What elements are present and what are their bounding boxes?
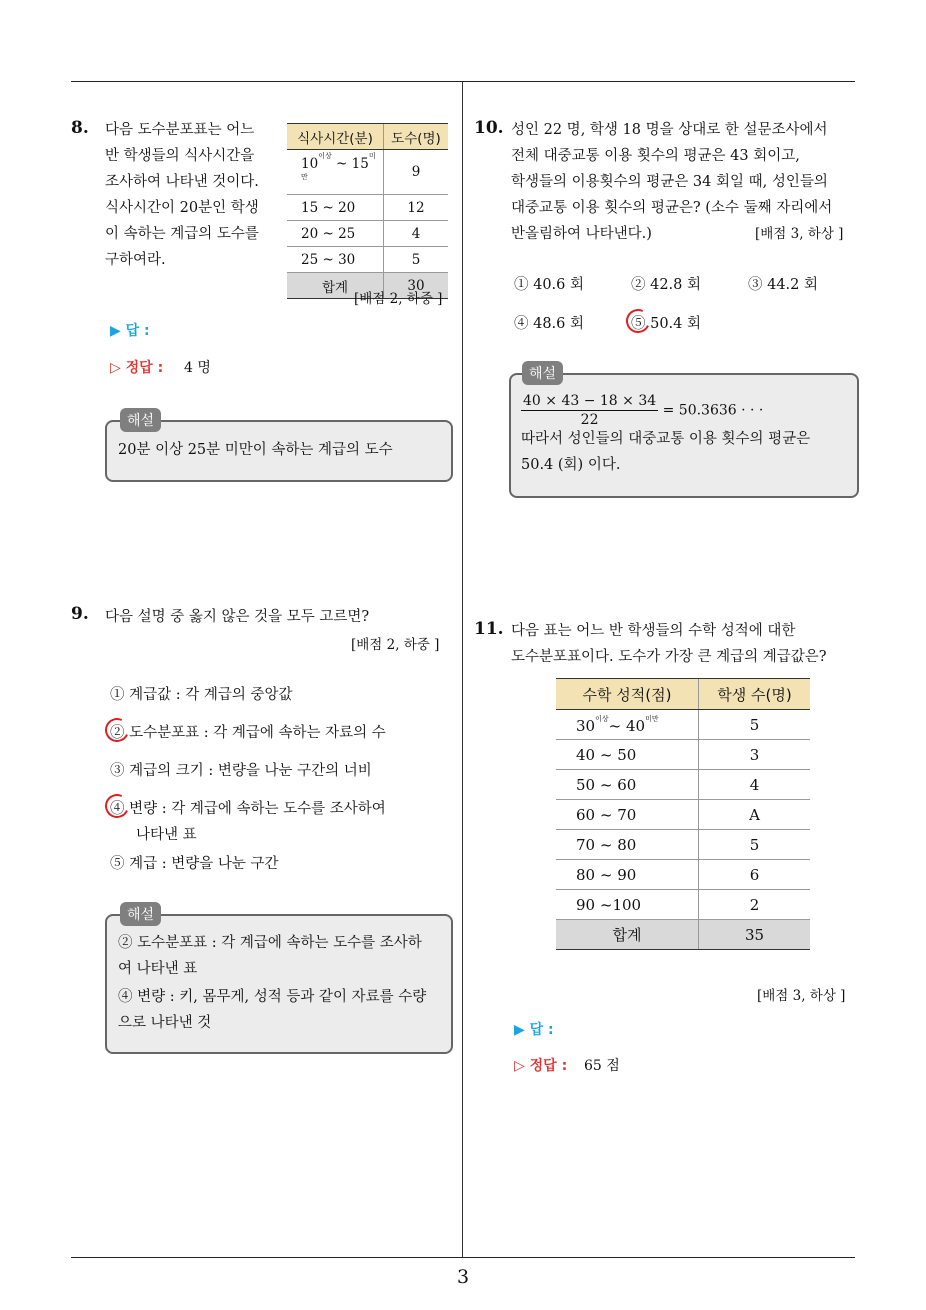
- explanation-text: ② 도수분포표 : 각 계급에 속하는 도수를 조사하: [118, 935, 422, 951]
- choice-5: ⑤ 50.4 회: [631, 316, 702, 332]
- choice-1: ① 40.6 회: [514, 277, 585, 293]
- frequency-table: [556, 678, 810, 950]
- choice-2: ② 42.8 회: [631, 277, 702, 293]
- explanation-tab: 해설: [522, 361, 563, 385]
- table-row: 15 ~ 20 12: [287, 195, 448, 221]
- table-header: 학생 수(명): [699, 679, 811, 710]
- explanation-tab: 해설: [120, 902, 161, 926]
- table-total-row: 합계 35: [556, 920, 810, 950]
- correct-value: 4 명: [184, 360, 211, 376]
- fraction-numerator: 40 × 43 − 18 × 34: [523, 393, 657, 409]
- table-row: 90 ~100 2: [556, 890, 810, 920]
- table-total-row: 합계 30: [287, 273, 448, 299]
- table-row: 20 ~ 25 4: [287, 221, 448, 247]
- explanation-text: ④ 변량 : 키, 몸무게, 성적 등과 같이 자료를 수량: [118, 989, 427, 1005]
- question-text: 반 학생들의 식사시간을: [105, 148, 255, 164]
- table-row: 70 ~ 80 5: [556, 830, 810, 860]
- explanation-text: 으로 나타낸 것: [118, 1015, 212, 1031]
- question-text: 다음 도수분포표는 어느: [105, 122, 255, 138]
- choice-3: ③ 44.2 회: [748, 277, 819, 293]
- page-number: 3: [456, 1266, 470, 1288]
- question-text: 조사하여 나타낸 것이다.: [105, 174, 259, 190]
- fraction-denominator: 22: [580, 412, 599, 428]
- question-text: 학생들의 이용횟수의 평균은 34 회일 때, 성인들의: [511, 174, 828, 190]
- option-2: ② 도수분포표 : 각 계급에 속하는 자료의 수: [110, 725, 386, 741]
- question-text: 성인 22 명, 학생 18 명을 상대로 한 설문조사에서: [511, 122, 828, 138]
- option-4: ④ 변량 : 각 계급에 속하는 도수를 조사하여: [110, 801, 386, 817]
- explanation-text: 여 나타낸 표: [118, 961, 198, 977]
- option-5: ⑤ 계급 : 변량을 나눈 구간: [110, 856, 279, 872]
- option-3: ③ 계급의 크기 : 변량을 나눈 구간의 너비: [110, 763, 372, 779]
- score-meta: [배점 3, 하상 ]: [755, 226, 844, 242]
- question-text: 다음 설명 중 옳지 않은 것을 모두 고르면?: [105, 609, 370, 625]
- question-text: 식사시간이 20분인 학생: [105, 200, 259, 216]
- fraction: [521, 392, 658, 429]
- choice-4: ④ 48.6 회: [514, 316, 585, 332]
- score-meta: [배점 3, 하상 ]: [757, 988, 846, 1004]
- answer-label: ▶ 답 :: [514, 1022, 554, 1038]
- question-number: 8.: [71, 118, 89, 138]
- table-row: 25 ~ 30 5: [287, 247, 448, 273]
- question-number: 9.: [71, 604, 89, 624]
- explanation-text: 50.4 (회) 이다.: [521, 457, 621, 473]
- question-number: 11.: [474, 619, 504, 639]
- table-row: 50 ~ 60 4: [556, 770, 810, 800]
- formula-result: = 50.3636 · · ·: [662, 402, 764, 419]
- top-rule: [71, 81, 855, 82]
- formula: [521, 392, 763, 429]
- question-text: 전체 대중교통 이용 횟수의 평균은 43 회이고,: [511, 148, 800, 164]
- question-text: 구하여라.: [105, 252, 166, 268]
- correct-label: ▷ 정답 :: [110, 360, 164, 376]
- question-number: 10.: [474, 118, 504, 138]
- option-4-continued: 나타낸 표: [136, 827, 197, 843]
- question-text: 대중교통 이용 횟수의 평균은? (소수 둘째 자리에서: [511, 200, 833, 216]
- column-divider: [462, 82, 463, 1258]
- correct-label: ▷ 정답 :: [514, 1058, 568, 1074]
- table-row: $30^{이상}\sim$ $40^{미만}$ 5: [556, 710, 810, 740]
- question-text: 다음 표는 어느 반 학생들의 수학 성적에 대한: [511, 623, 796, 639]
- score-meta: [배점 2, 하중 ]: [351, 637, 440, 653]
- table-row: 60 ~ 70 A: [556, 800, 810, 830]
- answer-label: ▶ 답 :: [110, 323, 150, 339]
- explanation-text: 따라서 성인들의 대중교통 이용 횟수의 평균은: [521, 431, 811, 447]
- table-header: 수학 성적(점): [556, 679, 699, 710]
- table-header: 식사시간(분): [287, 124, 384, 150]
- option-1: ① 계급값 : 각 계급의 중앙값: [110, 687, 293, 703]
- table-row: $10^{이상}$ ~ $15^{미만}$ 9: [287, 150, 448, 195]
- score-meta: [배점 2, 하중 ]: [354, 291, 443, 307]
- correct-value: 65 점: [584, 1058, 620, 1074]
- explanation-text: 20분 이상 25분 미만이 속하는 계급의 도수: [118, 442, 393, 458]
- question-text: 도수분포표이다. 도수가 가장 큰 계급의 계급값은?: [511, 649, 827, 665]
- question-text: 반올림하여 나타낸다.): [511, 226, 652, 242]
- table-row: 80 ~ 90 6: [556, 860, 810, 890]
- explanation-tab: 해설: [120, 408, 161, 432]
- table-header: 도수(명): [384, 124, 449, 150]
- question-text: 이 속하는 계급의 도수를: [105, 226, 259, 242]
- bottom-rule: [71, 1257, 855, 1258]
- table-row: 40 ~ 50 3: [556, 740, 810, 770]
- frequency-table: [287, 123, 448, 299]
